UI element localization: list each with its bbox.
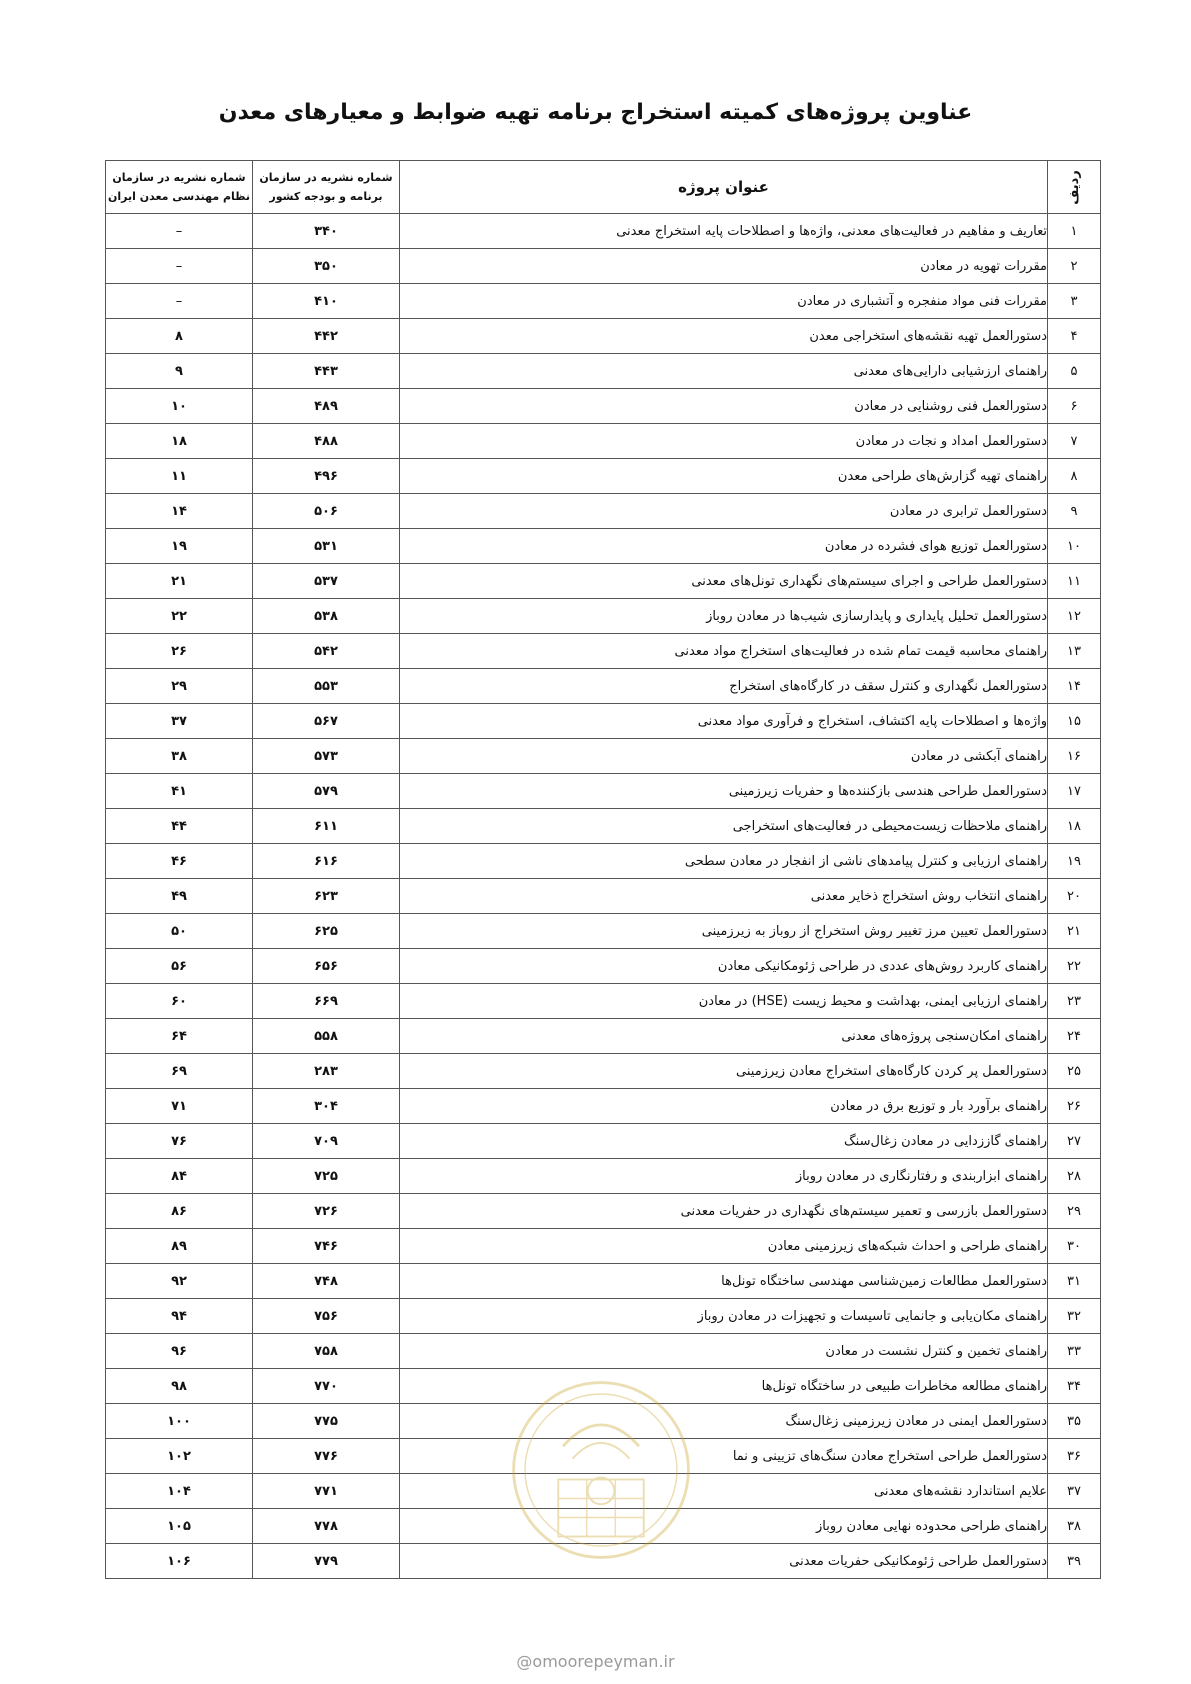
iran-number-cell: ۹ <box>106 354 253 389</box>
iran-number-cell: – <box>106 249 253 284</box>
pbo-number-cell: ۷۷۶ <box>253 1439 400 1474</box>
row-number-cell: ۷ <box>1048 424 1101 459</box>
table-row <box>106 774 1101 809</box>
iran-number-cell: – <box>106 284 253 319</box>
project-title-cell: دستورالعمل تعیین مرز تغییر روش استخراج از روباز به زیرزمینی <box>400 914 1048 949</box>
row-number-cell: ۵ <box>1048 354 1101 389</box>
row-number-cell: ۲۷ <box>1048 1124 1101 1159</box>
pbo-number-cell: ۷۷۸ <box>253 1509 400 1544</box>
table-row <box>106 284 1101 319</box>
row-number-cell: ۳۳ <box>1048 1334 1101 1369</box>
iran-number-cell: ۴۶ <box>106 844 253 879</box>
pbo-number-cell: ۷۲۶ <box>253 1194 400 1229</box>
row-number-cell: ۹ <box>1048 494 1101 529</box>
projects-table <box>105 160 1101 1579</box>
project-title-cell: راهنمای امکان‌سنجی پروژه‌های معدنی <box>400 1019 1048 1054</box>
table-row <box>106 914 1101 949</box>
pbo-number-cell: ۵۴۲ <box>253 634 400 669</box>
row-number-cell: ۱۷ <box>1048 774 1101 809</box>
table-row <box>106 1159 1101 1194</box>
pbo-number-cell: ۷۵۶ <box>253 1299 400 1334</box>
table-row <box>106 1019 1101 1054</box>
project-title-cell: واژه‌ها و اصطلاحات پایه اکتشاف، استخراج و فرآوری مواد معدنی <box>400 704 1048 739</box>
iran-number-cell: ۴۹ <box>106 879 253 914</box>
iran-number-cell: ۸ <box>106 319 253 354</box>
project-title-cell: راهنمای کاربرد روش‌های عددی در طراحی ژئومکانیکی معادن <box>400 949 1048 984</box>
iran-number-cell: ۱۰۴ <box>106 1474 253 1509</box>
iran-number-cell: ۶۰ <box>106 984 253 1019</box>
row-number-cell: ۴ <box>1048 319 1101 354</box>
row-number-cell: ۲۴ <box>1048 1019 1101 1054</box>
project-title-cell: دستورالعمل فنی روشنایی در معادن <box>400 389 1048 424</box>
row-number-cell: ۶ <box>1048 389 1101 424</box>
table-row <box>106 1054 1101 1089</box>
pbo-number-cell: ۵۶۷ <box>253 704 400 739</box>
row-number-cell: ۱ <box>1048 214 1101 249</box>
project-title-cell: مقررات تهویه در معادن <box>400 249 1048 284</box>
pbo-number-cell: ۷۷۰ <box>253 1369 400 1404</box>
project-title-cell: دستورالعمل تهیه نقشه‌های استخراجی معدن <box>400 319 1048 354</box>
table-row <box>106 1474 1101 1509</box>
pbo-number-cell: ۷۴۸ <box>253 1264 400 1299</box>
row-number-cell: ۲۶ <box>1048 1089 1101 1124</box>
row-number-cell: ۱۰ <box>1048 529 1101 564</box>
pbo-number-cell: ۳۰۴ <box>253 1089 400 1124</box>
header-project-title: عنوان پروژه <box>400 161 1048 214</box>
row-number-cell: ۱۳ <box>1048 634 1101 669</box>
table-row <box>106 879 1101 914</box>
table-row <box>106 1334 1101 1369</box>
row-number-cell: ۱۲ <box>1048 599 1101 634</box>
row-number-cell: ۱۹ <box>1048 844 1101 879</box>
pbo-number-cell: ۵۳۱ <box>253 529 400 564</box>
pbo-number-cell: ۶۱۶ <box>253 844 400 879</box>
row-number-cell: ۱۸ <box>1048 809 1101 844</box>
table-row <box>106 1439 1101 1474</box>
table-row <box>106 704 1101 739</box>
pbo-number-cell: ۵۰۶ <box>253 494 400 529</box>
iran-number-cell: ۵۶ <box>106 949 253 984</box>
iran-number-cell: ۵۰ <box>106 914 253 949</box>
iran-number-cell: ۸۶ <box>106 1194 253 1229</box>
iran-number-cell: ۳۸ <box>106 739 253 774</box>
row-number-cell: ۲۸ <box>1048 1159 1101 1194</box>
row-number-cell: ۳۲ <box>1048 1299 1101 1334</box>
row-number-cell: ۳۰ <box>1048 1229 1101 1264</box>
iran-number-cell: ۲۶ <box>106 634 253 669</box>
project-title-cell: دستورالعمل ایمنی در معادن زیرزمینی زغال‌سنگ <box>400 1404 1048 1439</box>
table-row <box>106 1369 1101 1404</box>
project-title-cell: راهنمای طراحی و احداث شبکه‌های زیرزمینی معادن <box>400 1229 1048 1264</box>
pbo-number-cell: ۳۵۰ <box>253 249 400 284</box>
project-title-cell: دستورالعمل نگهداری و کنترل سقف در کارگاه‌های استخراج <box>400 669 1048 704</box>
table-row <box>106 739 1101 774</box>
row-number-cell: ۳۷ <box>1048 1474 1101 1509</box>
iran-number-cell: ۹۶ <box>106 1334 253 1369</box>
project-title-cell: دستورالعمل طراحی هندسی بازکننده‌ها و حفریات زیرزمینی <box>400 774 1048 809</box>
project-title-cell: راهنمای مکان‌یابی و جانمایی تاسیسات و تجهیزات در معادن روباز <box>400 1299 1048 1334</box>
iran-number-cell: ۹۴ <box>106 1299 253 1334</box>
table-row <box>106 249 1101 284</box>
pbo-number-cell: ۳۴۰ <box>253 214 400 249</box>
table-row <box>106 949 1101 984</box>
iran-number-cell: ۱۰۲ <box>106 1439 253 1474</box>
table-row <box>106 494 1101 529</box>
table-row <box>106 1544 1101 1579</box>
project-title-cell: مقررات فنی مواد منفجره و آتشباری در معادن <box>400 284 1048 319</box>
iran-number-cell: ۷۶ <box>106 1124 253 1159</box>
pbo-number-cell: ۵۳۷ <box>253 564 400 599</box>
iran-number-cell: ۴۴ <box>106 809 253 844</box>
row-number-cell: ۳۶ <box>1048 1439 1101 1474</box>
project-title-cell: دستورالعمل مطالعات زمین‌شناسی مهندسی ساختگاه تونل‌ها <box>400 1264 1048 1299</box>
table-row <box>106 1089 1101 1124</box>
iran-number-cell: ۱۸ <box>106 424 253 459</box>
table-row <box>106 669 1101 704</box>
project-title-cell: راهنمای انتخاب روش استخراج ذخایر معدنی <box>400 879 1048 914</box>
iran-number-cell: ۱۰۶ <box>106 1544 253 1579</box>
pbo-number-cell: ۴۸۸ <box>253 424 400 459</box>
project-title-cell: دستورالعمل توزیع هوای فشرده در معادن <box>400 529 1048 564</box>
pbo-number-cell: ۶۱۱ <box>253 809 400 844</box>
iran-number-cell: ۱۱ <box>106 459 253 494</box>
project-title-cell: راهنمای تخمین و کنترل نشست در معادن <box>400 1334 1048 1369</box>
row-number-cell: ۳۹ <box>1048 1544 1101 1579</box>
table-row <box>106 389 1101 424</box>
table-row <box>106 984 1101 1019</box>
row-number-cell: ۲۵ <box>1048 1054 1101 1089</box>
row-number-cell: ۲۰ <box>1048 879 1101 914</box>
iran-number-cell: – <box>106 214 253 249</box>
pbo-number-cell: ۷۲۵ <box>253 1159 400 1194</box>
iran-number-cell: ۲۱ <box>106 564 253 599</box>
table-row <box>106 1194 1101 1229</box>
project-title-cell: تعاریف و مفاهیم در فعالیت‌های معدنی، واژه‌ها و اصطلاحات پایه استخراج معدنی <box>400 214 1048 249</box>
project-title-cell: راهنمای ابزاربندی و رفتارنگاری در معادن روباز <box>400 1159 1048 1194</box>
project-title-cell: دستورالعمل تحلیل پایداری و پایدارسازی شیب‌ها در معادن روباز <box>400 599 1048 634</box>
pbo-number-cell: ۵۷۹ <box>253 774 400 809</box>
row-number-cell: ۱۵ <box>1048 704 1101 739</box>
page-title: عناوین پروژه‌های کمیته استخراج برنامه تهیه ضوابط و معیارهای معدن <box>218 100 973 125</box>
iran-number-cell: ۷۱ <box>106 1089 253 1124</box>
project-title-cell: دستورالعمل بازرسی و تعمیر سیستم‌های نگهداری در حفریات معدنی <box>400 1194 1048 1229</box>
pbo-number-cell: ۲۸۳ <box>253 1054 400 1089</box>
iran-number-cell: ۶۹ <box>106 1054 253 1089</box>
table-row <box>106 564 1101 599</box>
row-number-cell: ۲۲ <box>1048 949 1101 984</box>
iran-number-cell: ۱۴ <box>106 494 253 529</box>
table-row <box>106 1509 1101 1544</box>
row-number-cell: ۲ <box>1048 249 1101 284</box>
project-title-cell: راهنمای ملاحظات زیست‌محیطی در فعالیت‌های استخراجی <box>400 809 1048 844</box>
project-title-cell: دستورالعمل طراحی و اجرای سیستم‌های نگهداری تونل‌های معدنی <box>400 564 1048 599</box>
header-row-number: ردیف <box>1048 161 1101 214</box>
project-title-cell: دستورالعمل طراحی ژئومکانیکی حفریات معدنی <box>400 1544 1048 1579</box>
project-title-cell: راهنمای ارزشیابی دارایی‌های معدنی <box>400 354 1048 389</box>
pbo-number-cell: ۵۵۸ <box>253 1019 400 1054</box>
table-row <box>106 529 1101 564</box>
row-number-cell: ۸ <box>1048 459 1101 494</box>
project-title-cell: راهنمای ارزیابی و کنترل پیامدهای ناشی از انفجار در معادن سطحی <box>400 844 1048 879</box>
iran-number-cell: ۱۰ <box>106 389 253 424</box>
project-title-cell: دستورالعمل طراحی استخراج معادن سنگ‌های تزیینی و نما <box>400 1439 1048 1474</box>
project-title-cell: دستورالعمل امداد و نجات در معادن <box>400 424 1048 459</box>
pbo-number-cell: ۴۱۰ <box>253 284 400 319</box>
iran-number-cell: ۸۹ <box>106 1229 253 1264</box>
table-row <box>106 844 1101 879</box>
table-row <box>106 634 1101 669</box>
row-number-cell: ۱۴ <box>1048 669 1101 704</box>
project-title-cell: علایم استاندارد نقشه‌های معدنی <box>400 1474 1048 1509</box>
table-row <box>106 354 1101 389</box>
row-number-cell: ۳ <box>1048 284 1101 319</box>
pbo-number-cell: ۷۴۶ <box>253 1229 400 1264</box>
row-number-cell: ۳۵ <box>1048 1404 1101 1439</box>
table-row <box>106 424 1101 459</box>
table-row <box>106 809 1101 844</box>
pbo-number-cell: ۴۴۳ <box>253 354 400 389</box>
iran-number-cell: ۱۹ <box>106 529 253 564</box>
table-header-row <box>106 161 1101 214</box>
iran-number-cell: ۲۲ <box>106 599 253 634</box>
row-number-cell: ۳۱ <box>1048 1264 1101 1299</box>
pbo-number-cell: ۶۶۹ <box>253 984 400 1019</box>
row-number-cell: ۲۳ <box>1048 984 1101 1019</box>
row-number-cell: ۳۸ <box>1048 1509 1101 1544</box>
table-row <box>106 319 1101 354</box>
table-row <box>106 599 1101 634</box>
pbo-number-cell: ۶۲۵ <box>253 914 400 949</box>
project-title-cell: راهنمای محاسبه قیمت تمام شده در فعالیت‌های استخراج مواد معدنی <box>400 634 1048 669</box>
table-row <box>106 214 1101 249</box>
iran-number-cell: ۶۴ <box>106 1019 253 1054</box>
header-pbo-number: شماره نشریه در سازمان برنامه و بودجه کشور <box>253 161 400 214</box>
iran-number-cell: ۹۸ <box>106 1369 253 1404</box>
iran-number-cell: ۳۷ <box>106 704 253 739</box>
pbo-number-cell: ۷۵۸ <box>253 1334 400 1369</box>
row-number-cell: ۲۹ <box>1048 1194 1101 1229</box>
pbo-number-cell: ۷۷۱ <box>253 1474 400 1509</box>
project-title-cell: راهنمای طراحی محدوده نهایی معادن روباز <box>400 1509 1048 1544</box>
project-title-cell: راهنمای ارزیابی ایمنی، بهداشت و محیط زیست (HSE) در معادن <box>400 984 1048 1019</box>
table-row <box>106 1299 1101 1334</box>
pbo-number-cell: ۷۰۹ <box>253 1124 400 1159</box>
pbo-number-cell: ۵۳۸ <box>253 599 400 634</box>
project-title-cell: راهنمای گاززدایی در معادن زغال‌سنگ <box>400 1124 1048 1159</box>
project-title-cell: راهنمای مطالعه مخاطرات طبیعی در ساختگاه تونل‌ها <box>400 1369 1048 1404</box>
row-number-cell: ۲۱ <box>1048 914 1101 949</box>
header-iran-number: شماره نشریه در سازمان نظام مهندسی معدن ایران <box>106 161 253 214</box>
iran-number-cell: ۸۴ <box>106 1159 253 1194</box>
pbo-number-cell: ۷۷۹ <box>253 1544 400 1579</box>
project-title-cell: دستورالعمل ترابری در معادن <box>400 494 1048 529</box>
table-row <box>106 1264 1101 1299</box>
pbo-number-cell: ۴۸۹ <box>253 389 400 424</box>
pbo-number-cell: ۷۷۵ <box>253 1404 400 1439</box>
table-row <box>106 1124 1101 1159</box>
table-row <box>106 459 1101 494</box>
pbo-number-cell: ۴۹۶ <box>253 459 400 494</box>
iran-number-cell: ۱۰۰ <box>106 1404 253 1439</box>
pbo-number-cell: ۵۵۳ <box>253 669 400 704</box>
pbo-number-cell: ۶۵۶ <box>253 949 400 984</box>
iran-number-cell: ۴۱ <box>106 774 253 809</box>
row-number-cell: ۱۶ <box>1048 739 1101 774</box>
pbo-number-cell: ۴۴۲ <box>253 319 400 354</box>
project-title-cell: راهنمای برآورد بار و توزیع برق در معادن <box>400 1089 1048 1124</box>
row-number-cell: ۱۱ <box>1048 564 1101 599</box>
table-row <box>106 1229 1101 1264</box>
project-title-cell: راهنمای تهیه گزارش‌های طراحی معدن <box>400 459 1048 494</box>
footer-url: @omoorepeyman.ir <box>516 1652 675 1671</box>
project-title-cell: دستورالعمل پر کردن کارگاه‌های استخراج معادن زیرزمینی <box>400 1054 1048 1089</box>
iran-number-cell: ۲۹ <box>106 669 253 704</box>
table-row <box>106 1404 1101 1439</box>
pbo-number-cell: ۶۲۳ <box>253 879 400 914</box>
iran-number-cell: ۹۲ <box>106 1264 253 1299</box>
iran-number-cell: ۱۰۵ <box>106 1509 253 1544</box>
project-title-cell: راهنمای آبکشی در معادن <box>400 739 1048 774</box>
row-number-cell: ۳۴ <box>1048 1369 1101 1404</box>
pbo-number-cell: ۵۷۳ <box>253 739 400 774</box>
